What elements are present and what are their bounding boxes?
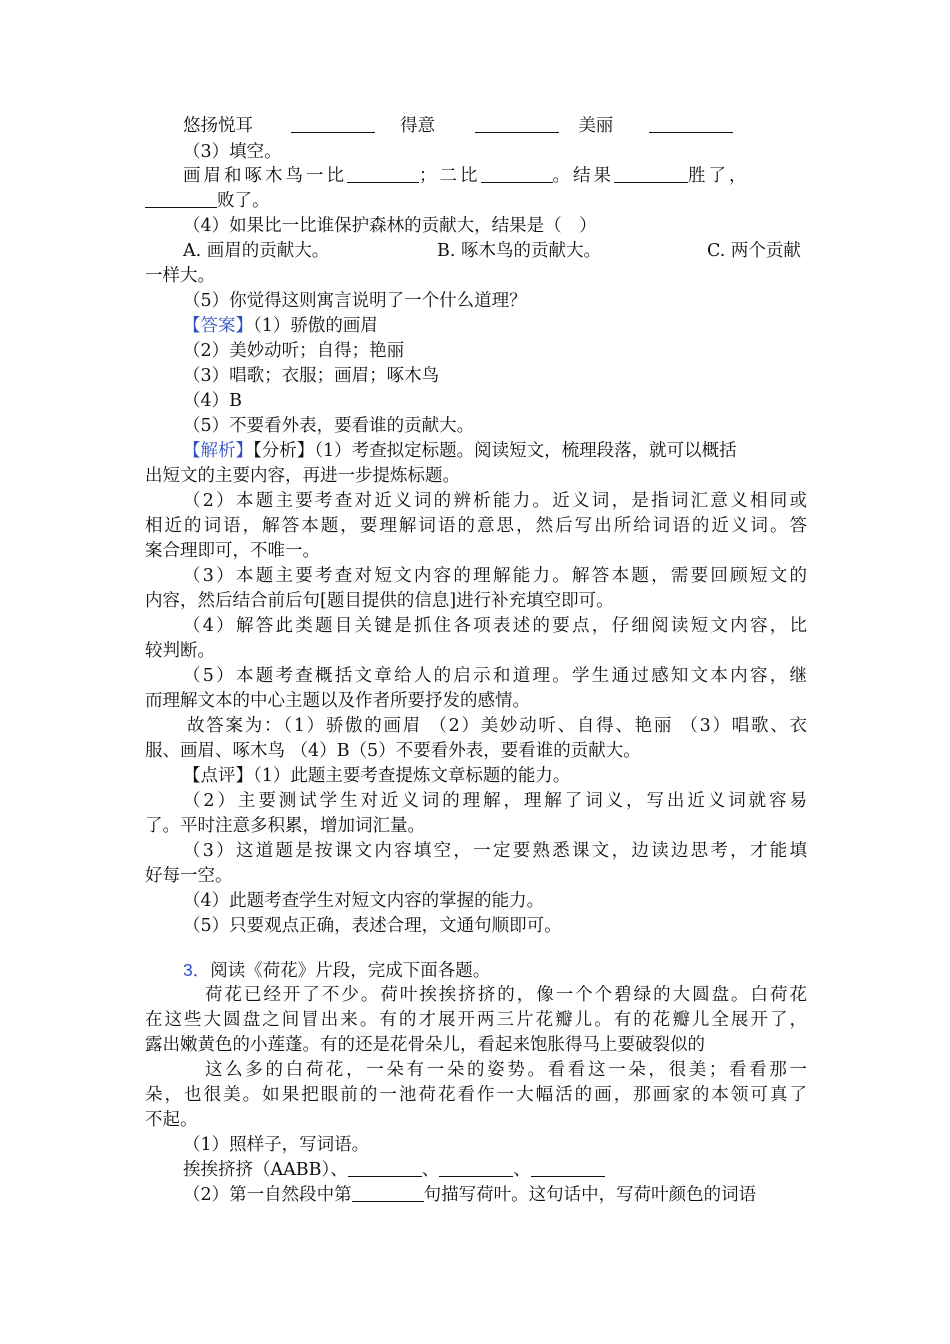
answer-blank[interactable] bbox=[291, 114, 375, 133]
answer-tag: 【答案】 bbox=[183, 316, 253, 336]
analysis-line: （4）解答此类题目关键是抓住各项表述的要点，仔细阅读短文内容，比 bbox=[183, 616, 807, 636]
answer-blank[interactable] bbox=[145, 189, 217, 208]
question-text: （2）第一自然段中第 bbox=[183, 1185, 352, 1205]
answer-line: （4）B bbox=[183, 391, 242, 411]
comment-line: 好每一空。 bbox=[145, 866, 233, 886]
passage-line: 不起。 bbox=[145, 1110, 198, 1130]
analysis-tag: 【解析】 bbox=[183, 441, 253, 461]
answer-line bbox=[183, 314, 378, 338]
word-2: 得意 bbox=[400, 116, 436, 136]
answer-blank[interactable] bbox=[531, 1158, 605, 1177]
comment-line: 了。平时注意多积累，增加词汇量。 bbox=[145, 816, 425, 836]
summary-line: 服、画眉、啄木鸟 （4）B（5）不要看外表，要看谁的贡献大。 bbox=[145, 741, 641, 761]
analysis-line: 出短文的主要内容，再进一步提炼标题。 bbox=[145, 466, 460, 486]
comment-line: 【点评】（1）此题主要考查提炼文章标题的能力。 bbox=[183, 766, 571, 786]
analysis-line: 相近的词语，解答本题，要理解词语的意思，然后写出所给词语的近义词。答 bbox=[145, 516, 807, 536]
answer-blank[interactable] bbox=[439, 1158, 513, 1177]
passage-line: 荷花已经开了不少。荷叶挨挨挤挤的，像一个个碧绿的大圆盘。白荷花 bbox=[205, 985, 807, 1005]
fill-text: 败了。 bbox=[217, 191, 270, 211]
answer-blank[interactable] bbox=[347, 164, 419, 183]
analysis-line: 案合理即可，不唯一。 bbox=[145, 541, 320, 561]
fill-text: 。结果 bbox=[552, 166, 614, 186]
analysis-line: 内容，然后结合前后句[题目提供的信息]进行补充填空即可。 bbox=[145, 591, 614, 611]
passage-line: 露出嫩黄色的小莲蓬。有的还是花骨朵儿，看起来饱胀得马上要破裂似的 bbox=[145, 1035, 705, 1055]
analysis-line: （3）本题主要考查对短文内容的理解能力。解答本题，需要回顾短文的 bbox=[183, 566, 807, 586]
answer-blank[interactable] bbox=[475, 114, 559, 133]
question-number: 3． bbox=[183, 960, 211, 980]
comment-line: （4）此题考查学生对短文内容的掌握的能力。 bbox=[183, 891, 545, 911]
word-1: 悠扬悦耳 bbox=[183, 116, 253, 136]
separator: 、 bbox=[421, 1160, 440, 1180]
synonym-row bbox=[183, 114, 733, 138]
example-word: 挨挨挤挤（AABB）、 bbox=[183, 1160, 348, 1180]
answer-line: （5）不要看外表，要看谁的贡献大。 bbox=[183, 416, 475, 436]
passage-line: 在这些大圆盘之间冒出来。有的才展开两三片花瓣儿。有的花瓣儿全展开了， bbox=[145, 1010, 807, 1030]
passage-line: 朵，也很美。如果把眼前的一池荷花看作一大幅活的画，那画家的本领可真了 bbox=[145, 1085, 807, 1105]
answer-line: （3）唱歌；衣服；画眉；啄木鸟 bbox=[183, 366, 440, 386]
analysis-line: （2）本题主要考查对近义词的辨析能力。近义词，是指词汇意义相同或 bbox=[183, 491, 807, 511]
fill-text: ；二比 bbox=[419, 166, 481, 186]
question-text: 句描写荷叶。这句话中，写荷叶颜色的词语 bbox=[423, 1185, 757, 1205]
analysis-line: 较判断。 bbox=[145, 641, 215, 661]
answer-blank[interactable] bbox=[481, 164, 553, 183]
sub-question-5: （5）你觉得这则寓言说明了一个什么道理？ bbox=[183, 291, 527, 311]
answer-blank[interactable] bbox=[649, 114, 733, 133]
option-c[interactable]: C. 两个贡献 bbox=[707, 241, 801, 261]
question-title: 阅读《荷花》片段，完成下面各题。 bbox=[210, 961, 491, 981]
comment-line: （2）主要测试学生对近义词的理解，理解了词义，写出近义词就容易 bbox=[183, 791, 807, 811]
word-3: 美丽 bbox=[578, 116, 614, 136]
option-b[interactable]: B. 啄木鸟的贡献大。 bbox=[437, 241, 601, 261]
separator: 、 bbox=[513, 1160, 531, 1180]
summary-line: 故答案为：（1）骄傲的画眉 （2）美妙动听、自得、艳丽 （3）唱歌、衣 bbox=[187, 716, 807, 736]
fill-text: 画眉和啄木鸟一比 bbox=[183, 166, 347, 186]
analysis-line: （5）本题考查概括文章给人的启示和道理。学生通过感知文本内容，继 bbox=[183, 666, 807, 686]
fill-text: 胜了， bbox=[688, 166, 750, 186]
sub-question-2 bbox=[183, 1183, 756, 1207]
answer-blank[interactable] bbox=[348, 1158, 422, 1177]
comment-line: （3）这道题是按课文内容填空，一定要熟悉课文，边读边思考，才能填 bbox=[183, 841, 807, 861]
answer-blank[interactable] bbox=[614, 164, 688, 183]
analysis-line bbox=[183, 439, 807, 463]
option-a[interactable]: A. 画眉的贡献大。 bbox=[183, 241, 330, 261]
answer-text: （1）骄傲的画眉 bbox=[253, 316, 378, 336]
fill-line bbox=[183, 164, 750, 188]
fill-line bbox=[145, 189, 270, 213]
comment-line: （5）只要观点正确，表述合理，文通句顺即可。 bbox=[183, 916, 562, 936]
analysis-line: 而理解文本的中心主题以及作者所要抒发的感情。 bbox=[145, 691, 530, 711]
sub-question-3: （3）填空。 bbox=[183, 142, 282, 162]
choice-options bbox=[183, 239, 807, 263]
answer-line: （2）美妙动听；自得；艳丽 bbox=[183, 341, 405, 361]
analysis-text: 【分析】（1）考查拟定标题。阅读短文，梳理段落，就可以概括 bbox=[253, 441, 737, 461]
word-example-line bbox=[183, 1158, 605, 1182]
passage-line: 这么多的白荷花，一朵有一朵的姿势。看看这一朵，很美；看看那一 bbox=[205, 1060, 807, 1080]
sub-question-4: （4）如果比一比谁保护森林的贡献大，结果是（ ） bbox=[183, 216, 597, 236]
answer-blank[interactable] bbox=[352, 1183, 424, 1202]
sub-question-1: （1）照样子，写词语。 bbox=[183, 1135, 370, 1155]
option-c-cont: 一样大。 bbox=[145, 266, 215, 286]
question-3-title bbox=[183, 958, 490, 983]
